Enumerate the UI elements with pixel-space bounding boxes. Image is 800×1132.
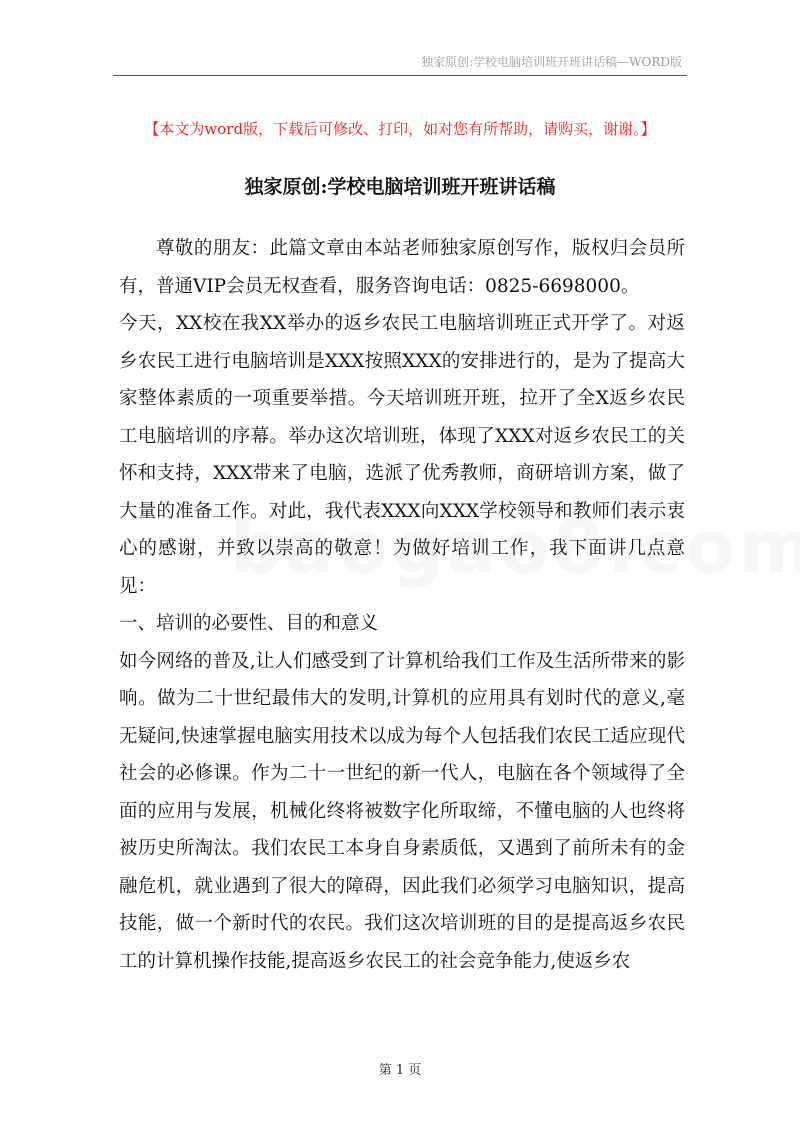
- header-divider: [113, 75, 687, 76]
- section-heading: 一、培训的必要性、目的和意义: [119, 613, 379, 634]
- download-notice: 【本文为word版，下载后可修改、打印，如对您有所帮助，请购买，谢谢。】: [144, 120, 656, 138]
- document-title: 独家原创:学校电脑培训班开班讲话稿: [244, 176, 556, 198]
- running-header: 独家原创:学校电脑培训班开班讲话稿—WORD版: [421, 55, 682, 69]
- document-body: [119, 230, 685, 980]
- page-number: 第 1 页: [378, 1063, 422, 1078]
- body-paragraph: 今天，XX校在我XX举办的返乡农民工电脑培训班正式开学了。对返乡农民工进行电脑培训是XXX按照XXX的安排进行的，是为了提高大家整体素质的一项重要举措。今天培训班开班，拉开了全X返乡农民工电脑培训的序幕。举办这次培训班，体现了XXX对返乡农民工的关怀和支持，XXX带来了电脑，选派了优秀教师，商研培训方案，做了大量的准备工作。对此，我代表XXX向XXX学校领导和教师们表示衷心的感谢，并致以崇高的敬意！为做好培训工作，我下面讲几点意见：: [119, 313, 685, 597]
- intro-paragraph: 尊敬的朋友：此篇文章由本站老师独家原创写作，版权归会员所有，普通VIP会员无权查看，服务咨询电话：0825-6698000。: [119, 238, 685, 297]
- body-paragraph: 如今网络的普及,让人们感受到了计算机给我们工作及生活所带来的影响。做为二十世纪最伟大的发明,计算机的应用具有划时代的意义,毫无疑问,快速掌握电脑实用技术以成为每个人包括我们农民工适应现代社会的必修课。作为二十一世纪的新一代人，电脑在各个领域得了全面的应用与发展，机械化终将被数字化所取缔，不懂电脑的人也终将被历史所淘汰。我们农民工本身自身素质低，又遇到了前所未有的金融危机，就业遇到了很大的障碍，因此我们必须学习电脑知识，提高技能，做一个新时代的农民。我们这次培训班的目的是提高返乡农民工的计算机操作技能,提高返乡农民工的社会竞争能力,使返乡农: [119, 650, 685, 972]
